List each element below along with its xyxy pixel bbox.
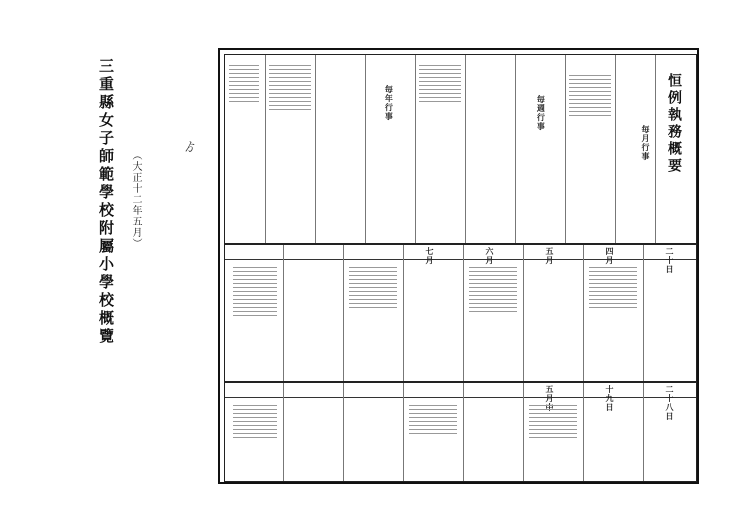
text-rules xyxy=(589,267,637,311)
text-rules xyxy=(269,65,311,113)
section-label-yearly: 毎年行事 xyxy=(384,85,395,121)
month-label: 四月 xyxy=(605,247,615,265)
text-rules xyxy=(419,65,461,105)
document-heading: 恒例執務概要 xyxy=(666,73,682,175)
ink-mark-icon: ゟ xyxy=(184,140,197,154)
month-label: 五月 xyxy=(545,247,555,265)
section-label-weekly: 毎週行事 xyxy=(536,95,547,131)
text-rules xyxy=(233,405,277,441)
day-label: 十九日 xyxy=(605,385,615,412)
school-title: 三重縣女子師範學校附屬小學校概覽 xyxy=(97,58,115,346)
month-label: 二十日 xyxy=(665,247,675,274)
day-label: 五月中 xyxy=(545,385,555,412)
document-page xyxy=(218,48,699,484)
day-label: 二十八日 xyxy=(665,385,675,421)
text-rules xyxy=(529,405,577,441)
section-label-monthly: 毎月行事 xyxy=(641,125,651,161)
bottom-panel xyxy=(224,382,697,482)
text-rules xyxy=(229,65,259,105)
month-label: 七月 xyxy=(425,247,435,265)
text-rules xyxy=(349,267,397,311)
month-label: 六月 xyxy=(485,247,495,265)
text-rules xyxy=(469,267,517,315)
publication-date: （大正十二年五月） xyxy=(130,150,141,249)
top-panel xyxy=(224,54,697,244)
text-rules xyxy=(409,405,457,437)
text-rules xyxy=(569,75,611,119)
middle-panel xyxy=(224,244,697,382)
text-rules xyxy=(233,267,277,319)
